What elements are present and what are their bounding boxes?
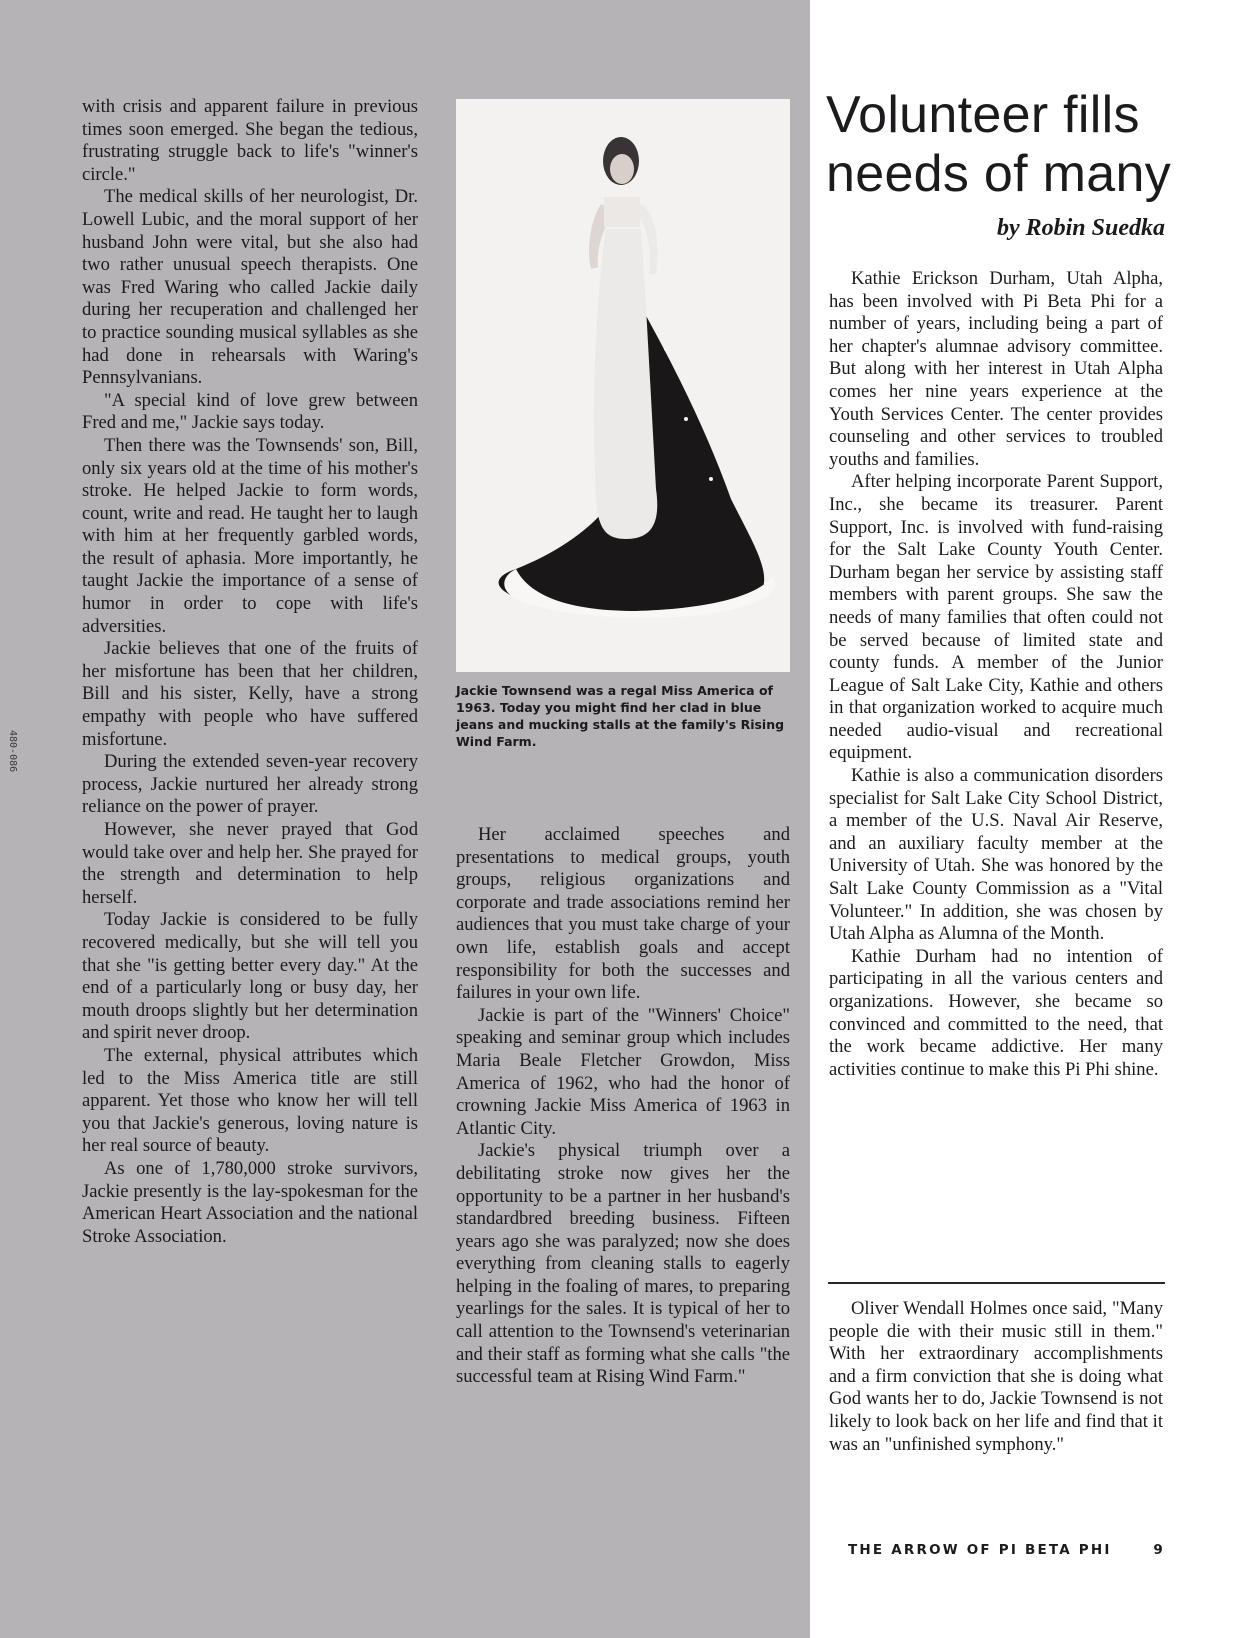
article-paragraph: The medical skills of her neurologist, Dr. Lowell Lubic, and the moral support of her husband John were vital, but she also had two rather unusual speech therapists. One was Fred Waring who called Jackie daily during her recuperation and challenged her to practice sounding musical syllables as she had done in rehearsals with Waring's Pennsylvanians. bbox=[82, 186, 418, 389]
article-paragraph: As one of 1,780,000 stroke survivors, Jackie presently is the lay-spokesman for the American Heart Association and the national Stroke Association. bbox=[82, 1157, 418, 1247]
sidebar-paragraph: After helping incorporate Parent Support, Inc., she became its treasurer. Parent Support, Inc. is involved with fund-raising for the Salt Lake County Youth Center. Durham began her service by assisting staff members with parent groups. She saw the needs of many families that often could not be served because of limited state and county funds. A member of the Junior League of Salt Lake City, Kathie and others in that organization worked to acquire much needed audio-visual and recreational equipment. bbox=[829, 471, 1163, 764]
article-paragraph: Jackie believes that one of the fruits of her misfortune has been that her children, Bill and his sister, Kelly, have a strong empathy with people who have suffered misfortune. bbox=[82, 638, 418, 750]
publication-name: THE ARROW OF PI BETA PHI bbox=[848, 1542, 1112, 1558]
article-paragraph: Jackie's physical triumph over a debilitating stroke now gives her the opportunity to be a partner in her husband's standardbred breeding business. Fifteen years ago she was paralyzed; now she does everything from cleaning stalls to eagerly helping in the foaling of mares, to preparing yearlings for the sales. It is typical of her to call attention to the Townsend's veterinarian and their staff as forming what she calls "the successful team at Rising Wind Farm." bbox=[456, 1140, 790, 1388]
sidebar-paragraph: Kathie is also a communication disorders specialist for Salt Lake City School District, a member of the U.S. Naval Air Reserve, and an auxiliary faculty member at the University of Utah. She was honored by the Salt Lake County Commission as a "Vital Volunteer." In addition, she was chosen by Utah Alpha as Alumna of the Month. bbox=[829, 765, 1163, 945]
page-number: 9 bbox=[1153, 1542, 1165, 1558]
article-column-1 bbox=[82, 96, 418, 1248]
sidebar-paragraph: Kathie Erickson Durham, Utah Alpha, has been involved with Pi Beta Phi for a number of years, including being a part of her chapter's alumnae advisory committee. But along with her interest in Utah Alpha comes her nine years experience at the Youth Services Center. The center provides counseling and other services to troubled youths and families. bbox=[829, 268, 1163, 470]
article-paragraph: Then there was the Townsends' son, Bill, only six years old at the time of his mother's stroke. He helped Jackie to form words, count, write and read. He taught her to laugh with him at her frequently garbled words, the result of aphasia. More importantly, he taught Jackie the importance of a sense of humor in order to cope with life's adversities. bbox=[82, 434, 418, 637]
article-paragraph: Jackie is part of the "Winners' Choice" speaking and seminar group which includes Maria Beale Fletcher Growdon, Miss America of 1962, who had the honor of crowning Jackie Miss America of 1963 in Atlantic City. bbox=[456, 1004, 790, 1139]
article-column-2 bbox=[456, 824, 790, 1389]
photo-caption: Jackie Townsend was a regal Miss America of 1963. Today you might find her clad in blue jeans and mucking stalls at the family's Rising Wind Farm. bbox=[456, 683, 785, 749]
sidebar-byline: by Robin Suedka bbox=[996, 215, 1165, 241]
miss-america-photo bbox=[456, 99, 790, 672]
article-paragraph: During the extended seven-year recovery process, Jackie nurtured her already strong reliance on the power of prayer. bbox=[82, 751, 418, 818]
article-paragraph: Today Jackie is considered to be fully recovered medically, but she will tell you that she "is getting better every day." At the end of a particularly long or busy day, her mouth droops slightly but her determination and spirit never droop. bbox=[82, 909, 418, 1044]
margin-archive-mark: 480-086 bbox=[7, 730, 18, 773]
sidebar-title: Volunteer fills needs of many bbox=[826, 86, 1171, 203]
article-paragraph: However, she never prayed that God would take over and help her. She prayed for the strength and determination to help herself. bbox=[82, 819, 418, 908]
sidebar-column bbox=[829, 268, 1163, 1081]
article-paragraph: with crisis and apparent failure in previous times soon emerged. She began the tedious, frustrating struggle back to life's "winner's circle." bbox=[82, 96, 418, 185]
closing-column bbox=[829, 1298, 1163, 1456]
article-paragraph: Her acclaimed speeches and presentations to medical groups, youth groups, religious organizations and corporate and trade associations remind her audiences that you must take charge of your own life, establish goals and accept responsibility for both the successes and failures in your own life. bbox=[456, 824, 790, 1004]
closing-paragraph: Oliver Wendall Holmes once said, "Many people die with their music still in them." With her extraordinary accomplishments and a firm conviction that she is doing what God wants her to do, Jackie Townsend is not likely to look back on her life and find that it was an "unfinished symphony." bbox=[829, 1298, 1163, 1455]
section-divider bbox=[828, 1282, 1165, 1284]
sidebar-paragraph: Kathie Durham had no intention of participating in all the various centers and organizations. However, she became so convinced and committed to the need, that the work became addictive. Her many activities continue to make this Pi Phi shine. bbox=[829, 945, 1163, 1080]
page-footer bbox=[829, 1542, 1165, 1558]
article-paragraph: The external, physical attributes which led to the Miss America title are still apparent. Yet those who know her will tell you that Jackie's generous, loving nature is her real source of beauty. bbox=[82, 1044, 418, 1157]
article-paragraph: "A special kind of love grew between Fred and me," Jackie says today. bbox=[82, 389, 418, 434]
